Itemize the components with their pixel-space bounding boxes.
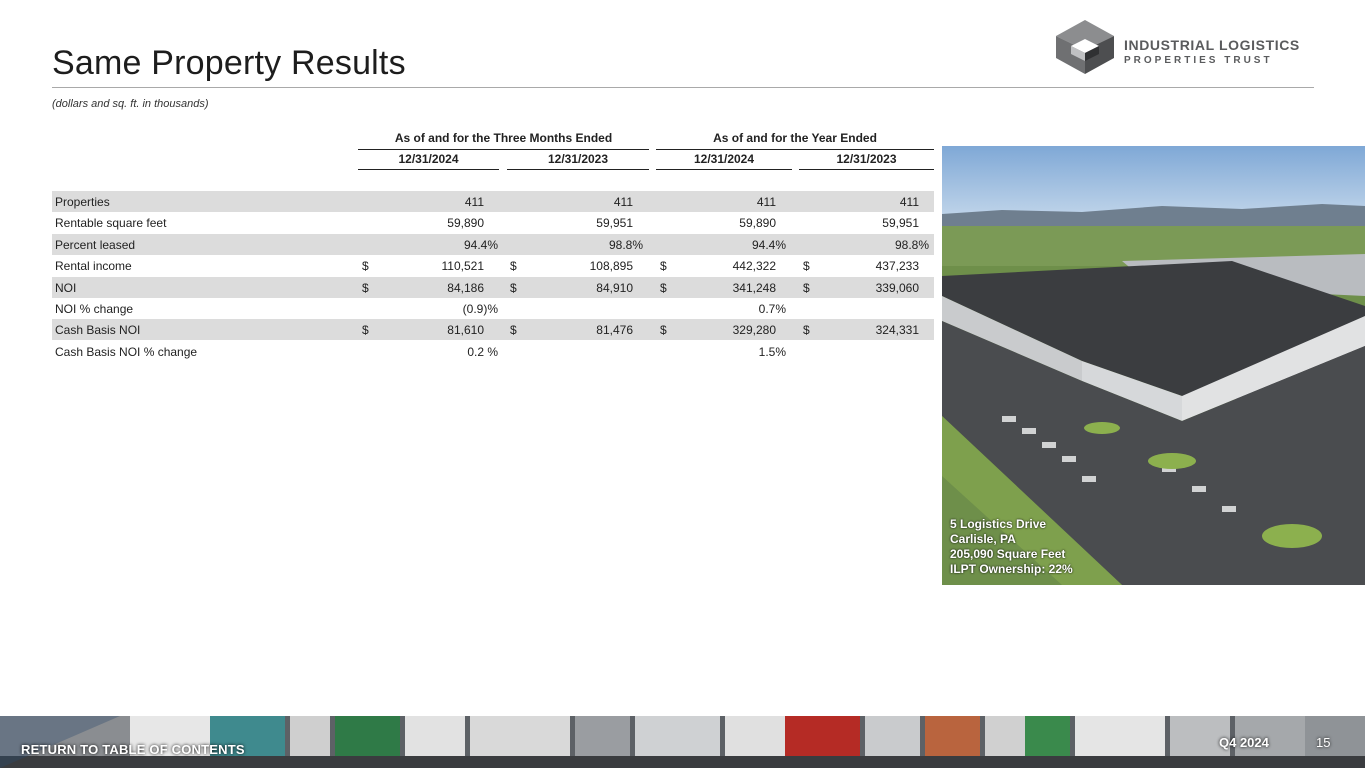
row-label: NOI <box>55 280 77 295</box>
cell-value: 98.8% <box>894 237 929 252</box>
row-label: Properties <box>55 195 110 209</box>
row-label: Rental income <box>55 259 132 274</box>
page-number: 15 <box>1316 735 1331 750</box>
logo-text-line2: PROPERTIES TRUST <box>1124 55 1273 66</box>
footer-banner <box>0 716 1365 768</box>
currency-symbol: $ <box>803 259 810 274</box>
caption-line: Carlisle, PA <box>950 532 1016 546</box>
row-label: Cash Basis NOI <box>55 323 141 338</box>
cell-value: 0.7% <box>758 302 786 316</box>
cell-value: 84,186 <box>447 280 484 295</box>
cell-value: (0.9)% <box>462 302 498 316</box>
photo-caption <box>950 517 1073 577</box>
logo-cube-icon <box>1054 20 1116 76</box>
cell-value: 81,476 <box>596 323 633 338</box>
caption-line: 5 Logistics Drive <box>950 517 1047 531</box>
return-to-toc-link[interactable]: RETURN TO TABLE OF CONTENTS <box>21 742 245 757</box>
row-label: NOI % change <box>55 302 134 316</box>
title-divider <box>52 87 1314 88</box>
row-label: Percent leased <box>55 237 136 252</box>
cell-value: 59,890 <box>739 216 776 231</box>
cell-value: 110,521 <box>441 259 484 274</box>
cell-value: 437,233 <box>875 259 919 274</box>
cell-value: 0.2 % <box>467 344 498 359</box>
cell-value: 94.4% <box>751 237 786 252</box>
cell-value: 329,280 <box>732 323 776 338</box>
row-label: Cash Basis NOI % change <box>55 344 198 359</box>
cell-value: 98.8% <box>608 237 643 252</box>
caption-line: ILPT Ownership: 22% <box>950 562 1073 576</box>
cell-value: 411 <box>613 195 633 209</box>
caption-line: 205,090 Square Feet <box>950 547 1066 561</box>
currency-symbol: $ <box>510 259 517 274</box>
cell-value: 324,331 <box>875 323 919 338</box>
table-row <box>52 234 934 255</box>
currency-symbol: $ <box>510 280 517 295</box>
cell-value: 339,060 <box>875 280 919 295</box>
cell-value: 59,951 <box>596 216 633 231</box>
table-row <box>52 298 934 319</box>
table-row <box>52 255 934 276</box>
table-row <box>52 341 934 362</box>
property-photo <box>942 146 1365 585</box>
currency-symbol: $ <box>660 323 667 338</box>
currency-symbol: $ <box>362 259 369 274</box>
page-title: Same Property Results <box>52 44 406 82</box>
currency-symbol: $ <box>660 259 667 274</box>
units-note: (dollars and sq. ft. in thousands) <box>52 98 209 110</box>
cell-value: 94.4% <box>463 237 498 252</box>
cell-value: 411 <box>464 195 484 209</box>
currency-symbol: $ <box>803 323 810 338</box>
column-header: 12/31/2023 <box>799 152 934 170</box>
currency-symbol: $ <box>510 323 517 338</box>
cell-value: 81,610 <box>447 323 484 338</box>
cell-value: 84,910 <box>596 280 633 295</box>
currency-symbol: $ <box>362 280 369 295</box>
group-header-three-months: As of and for the Three Months Ended <box>358 131 649 150</box>
table-row <box>52 319 934 340</box>
cell-value: 1.5% <box>758 344 786 359</box>
group-header-year: As of and for the Year Ended <box>656 131 934 150</box>
currency-symbol: $ <box>660 280 667 295</box>
cell-value: 59,890 <box>447 216 484 231</box>
company-logo <box>1054 20 1319 76</box>
table-row <box>52 277 934 298</box>
cell-value: 59,951 <box>882 216 919 231</box>
column-header: 12/31/2024 <box>656 152 792 170</box>
row-label: Rentable square feet <box>55 216 167 231</box>
quarter-label: Q4 2024 <box>1219 735 1269 750</box>
column-header: 12/31/2023 <box>507 152 649 170</box>
cell-value: 411 <box>756 195 776 209</box>
table-row <box>52 212 934 233</box>
cell-value: 108,895 <box>589 259 633 274</box>
column-header: 12/31/2024 <box>358 152 499 170</box>
logo-text-line1: INDUSTRIAL LOGISTICS <box>1124 37 1300 53</box>
cell-value: 442,322 <box>732 259 776 274</box>
cell-value: 411 <box>899 195 919 209</box>
cell-value: 341,248 <box>732 280 776 295</box>
table-row <box>52 191 934 212</box>
currency-symbol: $ <box>362 323 369 338</box>
currency-symbol: $ <box>803 280 810 295</box>
